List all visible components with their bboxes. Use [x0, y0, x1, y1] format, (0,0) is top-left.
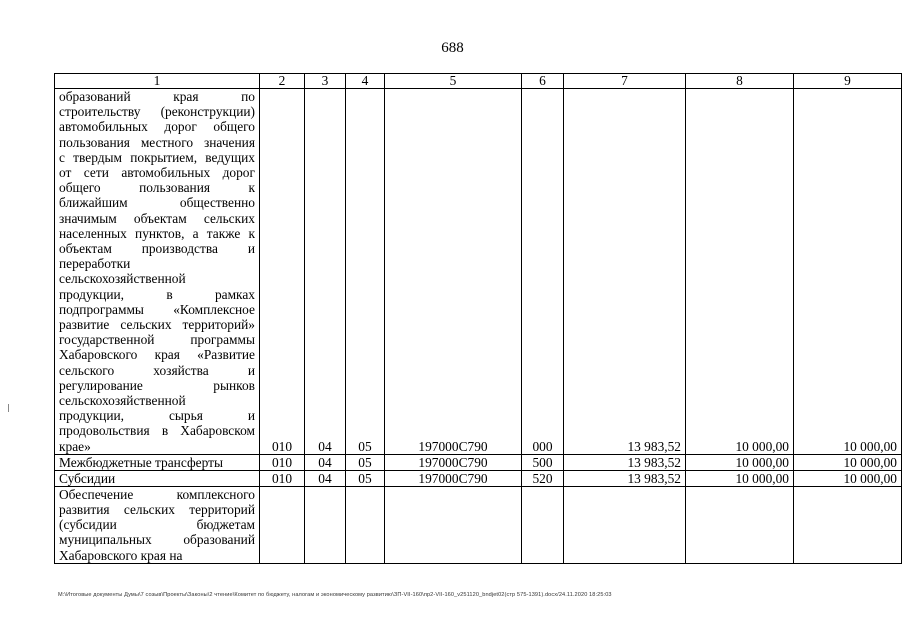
row-next-col-5: [385, 486, 522, 563]
description-line: регулирование рынков: [59, 377, 255, 393]
row-main-col-8: 10 000,00: [686, 89, 794, 455]
description-line: сельскохозяйственной: [59, 271, 186, 287]
row-subsidies-col-9: 10 000,00: [794, 470, 902, 486]
row-next-col-4: [346, 486, 385, 563]
row-main-col-5: 197000С790: [385, 89, 522, 455]
row-subsidies-col-5: 197000С790: [385, 470, 522, 486]
row-next-col-3: [305, 486, 346, 563]
row-subsidies-description: Субсидии: [55, 470, 260, 486]
header-col-6: 6: [522, 74, 564, 89]
description-line: развитие сельских территорий»: [59, 317, 255, 333]
description-line: Хабаровского края на: [59, 547, 183, 563]
header-col-3: 3: [305, 74, 346, 89]
table-row-next: [55, 486, 902, 563]
description-line: образований края по: [59, 89, 255, 104]
description-line: значимым объектам сельских: [59, 210, 255, 226]
row-transfers-col-8: 10 000,00: [686, 454, 794, 470]
row-main-col-6: 000: [522, 89, 564, 455]
header-col-1: 1: [55, 74, 260, 89]
description-lines: [59, 89, 255, 454]
description-line: общего пользования к: [59, 180, 255, 196]
description-line: развития сельских территорий: [59, 502, 255, 518]
description-line: подпрограммы «Комплексное: [59, 301, 255, 317]
description-line: Обеспечение комплексного: [59, 486, 255, 502]
table-row-main: [55, 89, 902, 455]
description-line: от сети автомобильных дорог: [59, 165, 255, 181]
description-lines: [59, 487, 255, 563]
row-main-col-7: 13 983,52: [564, 89, 686, 455]
row-subsidies-col-6: 520: [522, 470, 564, 486]
row-transfers-col-7: 13 983,52: [564, 454, 686, 470]
description-line: (субсидии бюджетам: [59, 517, 255, 533]
row-next-col-6: [522, 486, 564, 563]
description-line: Хабаровского края «Развитие: [59, 347, 255, 363]
header-col-7: 7: [564, 74, 686, 89]
row-main-col-2: 010: [260, 89, 305, 455]
description-line: автомобильных дорог общего: [59, 119, 255, 135]
description-line: населенных пунктов, а также к: [59, 225, 255, 241]
row-subsidies-col-8: 10 000,00: [686, 470, 794, 486]
description-line: строительству (реконструкции): [59, 104, 255, 120]
row-subsidies-col-7: 13 983,52: [564, 470, 686, 486]
header-col-4: 4: [346, 74, 385, 89]
description-line: государственной программы: [59, 332, 255, 348]
header-col-5: 5: [385, 74, 522, 89]
row-next-col-7: [564, 486, 686, 563]
budget-table-wrap: [54, 73, 897, 564]
table-row-transfers: [55, 454, 902, 470]
row-main-col-3: 04: [305, 89, 346, 455]
row-next-col-2: [260, 486, 305, 563]
row-transfers-col-2: 010: [260, 454, 305, 470]
row-main-col-9: 10 000,00: [794, 89, 902, 455]
description-line: продукции, сырья и: [59, 408, 255, 424]
row-main-col-4: 05: [346, 89, 385, 455]
page-number: 688: [441, 40, 464, 56]
header-col-9: 9: [794, 74, 902, 89]
row-subsidies-col-4: 05: [346, 470, 385, 486]
description-line: объектам производства и: [59, 241, 255, 257]
description-line: переработки: [59, 256, 131, 272]
row-transfers-col-9: 10 000,00: [794, 454, 902, 470]
row-main-description: [55, 89, 260, 455]
row-subsidies-col-3: 04: [305, 470, 346, 486]
description-line: с твердым покрытием, ведущих: [59, 149, 255, 165]
budget-table: [54, 73, 902, 564]
description-line: сельскохозяйственной: [59, 393, 186, 409]
row-transfers-col-4: 05: [346, 454, 385, 470]
description-line: крае»: [59, 438, 91, 454]
row-transfers-col-3: 04: [305, 454, 346, 470]
scan-mark: [8, 404, 9, 412]
description-line: ближайшим общественно: [59, 195, 255, 211]
row-transfers-col-5: 197000С790: [385, 454, 522, 470]
row-next-description: [55, 486, 260, 563]
description-line: сельского хозяйства и: [59, 362, 255, 378]
header-col-2: 2: [260, 74, 305, 89]
row-transfers-description: Межбюджетные трансферты: [55, 454, 260, 470]
description-line: продукции, в рамках: [59, 286, 255, 302]
header-col-8: 8: [686, 74, 794, 89]
row-next-col-9: [794, 486, 902, 563]
row-transfers-col-6: 500: [522, 454, 564, 470]
header-row: [55, 74, 902, 89]
table-row-subsidies: [55, 470, 902, 486]
row-subsidies-col-2: 010: [260, 470, 305, 486]
document-path-footer: M:\Итоговые документы Думы\7 созыв\Проекты\Законы\2 чтение\Комитет по бюджету, налогам и экономическому развитию\ЗП-VII-160\пр2-VII-160_v251120_bndjet02(стр 575-1391).docx/24.11.2020 18:25:03: [58, 592, 612, 598]
description-line: продовольствия в Хабаровском: [59, 423, 255, 439]
row-next-col-8: [686, 486, 794, 563]
description-line: муниципальных образований: [59, 532, 255, 548]
description-line: пользования местного значения: [59, 134, 255, 150]
